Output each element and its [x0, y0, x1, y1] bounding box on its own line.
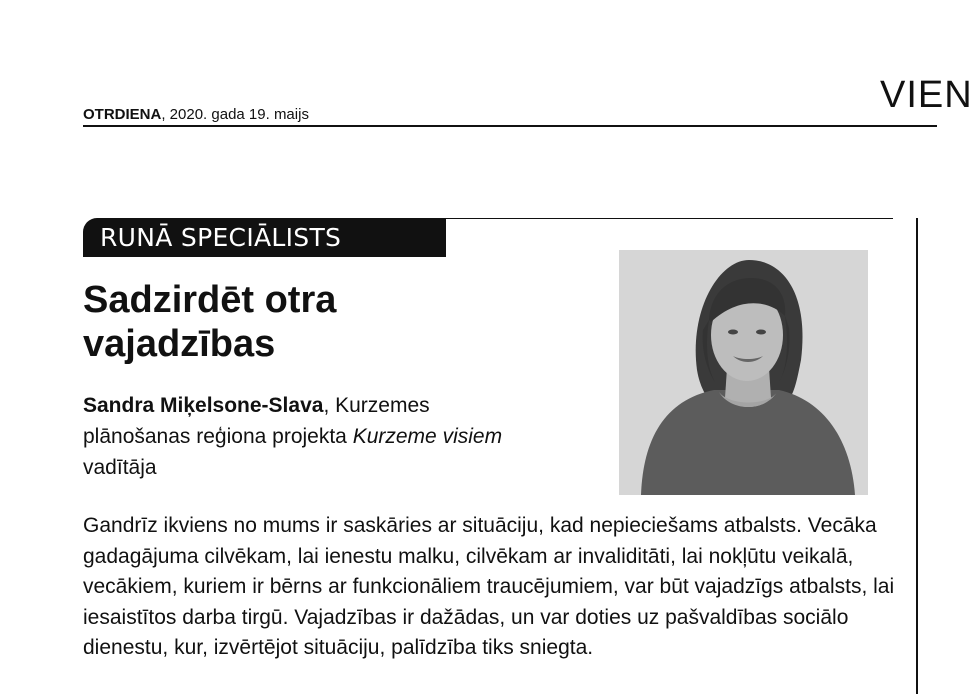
issue-day: OTRDIENA	[83, 106, 162, 123]
section-divider	[446, 218, 893, 219]
headline-line-1: Sadzirdēt otra	[83, 279, 337, 321]
section-banner	[83, 218, 446, 257]
author-photo	[619, 250, 868, 495]
article-byline	[83, 390, 513, 483]
headline-line-2: vajadzības	[83, 323, 276, 365]
author-role-2: vadītāja	[83, 456, 157, 479]
column-divider	[916, 218, 918, 694]
masthead-divider	[83, 125, 937, 127]
author-name: Sandra Miķelsone-Slava	[83, 394, 324, 417]
section-label: RUNĀ SPECIĀLISTS	[100, 223, 342, 252]
issue-date	[83, 106, 309, 123]
issue-date-rest: , 2020. gada 19. maijs	[161, 106, 309, 123]
article-body: Gandrīz ikviens no mums ir saskāries ar situāciju, kad nepieciešams atbalsts. Vecāka gadagājuma cilvēkam, lai ienestu malku, cilvēkam ar invaliditāti, lai nokļūtu veikalā, vecākiem, kuriem ir bērns ar funkcionāliem traucējumiem, var būt vajadzīgs atbalsts, lai iesaistītos darba tirgū. Vajadzības ir dažādas, un var doties uz pašvaldības sociālo dienestu, kur, izvērtējot situāciju, palīdzība tiks sniegta.	[83, 514, 895, 659]
newspaper-name: VIEN	[880, 74, 973, 116]
project-name: Kurzeme visiem	[352, 425, 503, 448]
article-headline	[83, 278, 583, 366]
author-role-1: , Kurzemes plānošanas reģiona projekta	[83, 394, 430, 448]
author-portrait-illustration	[619, 250, 868, 495]
